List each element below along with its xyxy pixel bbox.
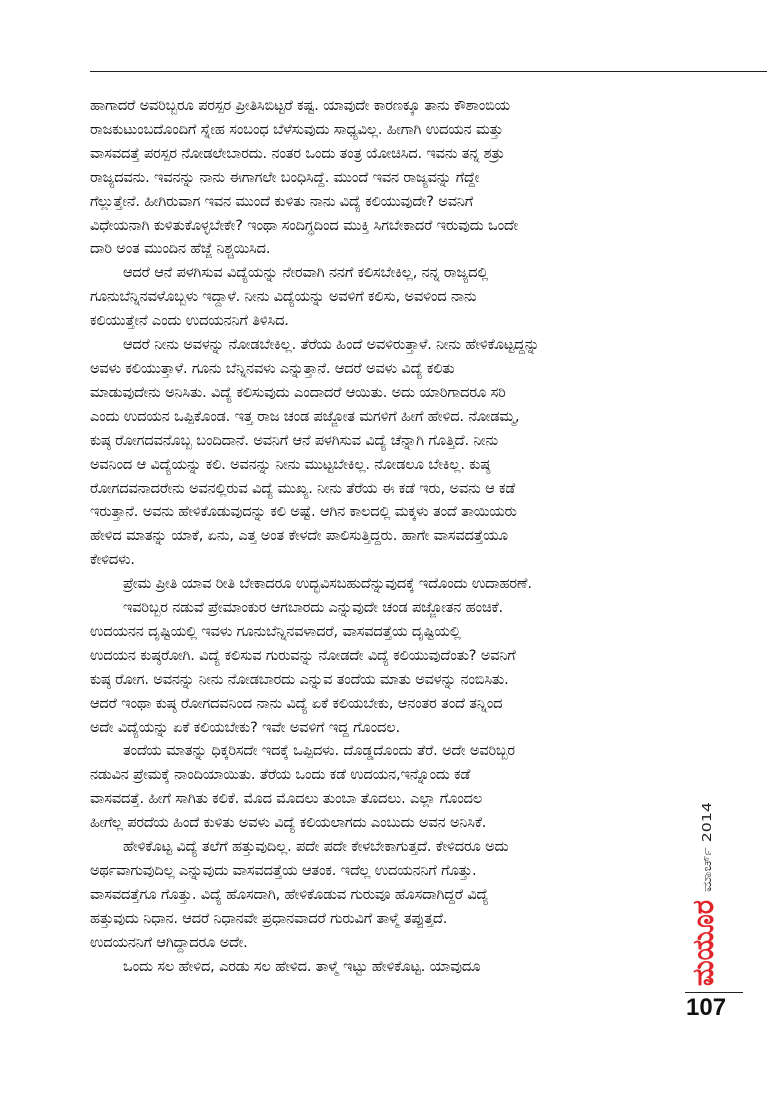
text-line: ಹೀಗೆಲ್ಲ ಪರದೆಯ ಹಿಂದೆ ಕುಳಿತು ಅವಳು ವಿದ್ಯೆ ಕಲಿಯಲಾಗದು ಎಂಬುದು ಅವನ ಅನಿಸಿಕೆ. bbox=[90, 815, 487, 832]
text-line: ತಂದೆಯ ಮಾತನ್ನು ಧಿಕ್ಕರಿಸದೇ ಇದಕ್ಕೆ ಒಪ್ಪಿದಳು. ದೊಡ್ಡದೊಂದು ತೆರೆ. ಅದೇ ಅವರಿಬ್ಬರ bbox=[123, 743, 515, 760]
page-number: 107 bbox=[686, 994, 727, 1021]
text-line: ಅವನಿಂದ ಆ ವಿದ್ಯೆಯನ್ನು ಕಲಿ. ಅವನನ್ನು ನೀನು ಮುಟ್ಟಬೇಕಿಲ್ಲ. ನೋಡಲೂ ಬೇಕಿಲ್ಲ. ಕುಷ್ಠ bbox=[90, 456, 490, 473]
text-line: ವಾಸವದತ್ತೆ ಪರಸ್ಪರ ನೋಡಲೇಬಾರದು. ನಂತರ ಒಂದು ತಂತ್ರ ಯೋಚಿಸಿದ. ಇವನು ತನ್ನ ಶತ್ರು bbox=[90, 145, 505, 162]
text-line: ಆದರೆ ಆನೆ ಪಳಗಿಸುವ ವಿದ್ಯೆಯನ್ನು ನೇರವಾಗಿ ನನಗೆ ಕಲಿಸಬೇಕಿಲ್ಲ, ನನ್ನ ರಾಜ್ಯದಲ್ಲಿ bbox=[123, 265, 489, 282]
article-body bbox=[90, 95, 680, 980]
text-line: ಎಂದು ಉದಯನ ಒಪ್ಪಿಕೊಂಡ. ಇತ್ತ ರಾಜ ಚಂಡ ಪಜ್ಜೋತ ಮಗಳಿಗೆ ಹೀಗೆ ಹೇಳಿದ. ನೋಡಮ್ಮ, bbox=[90, 408, 520, 425]
text-line: ಅರ್ಥವಾಗುವುದಿಲ್ಲ ಎನ್ನುವುದು ವಾಸವದತ್ತೆಯ ಆತಂಕ. ಇದೆಲ್ಲ ಉದಯನನಿಗೆ ಗೊತ್ತು. bbox=[90, 863, 477, 879]
text-line: ಅದೇ ವಿದ್ಯೆಯನ್ನು ಏಕೆ ಕಲಿಯಬೇಕು? ಇವೇ ಅವಳಿಗೆ ಇದ್ದ ಗೊಂದಲ. bbox=[90, 719, 400, 736]
text-line: ಹೇಳಿದ ಮಾತನ್ನು ಯಾಕೆ, ಏನು, ಎತ್ತ ಅಂತ ಕೇಳದೇ ಪಾಲಿಸುತ್ತಿದ್ದರು. ಹಾಗೇ ವಾಸವದತ್ತೆಯೂ bbox=[90, 528, 508, 545]
text-line: ದಾರಿ ಅಂತ ಮುಂದಿನ ಹೆಜ್ಜೆ ನಿಶ್ಚಯಿಸಿದ. bbox=[90, 241, 271, 258]
text-line: ರಾಜಕುಟುಂಬದೊಂದಿಗೆ ಸ್ನೇಹ ಸಂಬಂಧ ಬೆಳೆಸುವುದು ಸಾಧ್ಯವಿಲ್ಲ. ಹೀಗಾಗಿ ಉದಯನ ಮತ್ತು bbox=[90, 121, 504, 138]
page-number-rule bbox=[685, 992, 743, 993]
text-line: ಒಂದು ಸಲ ಹೇಳಿದ, ಎರಡು ಸಲ ಹೇಳಿದ. ತಾಳ್ಮೆ ಇಟ್ಟು ಹೇಳಿಕೊಟ್ಟ. ಯಾವುದೂ bbox=[123, 958, 481, 975]
top-rule bbox=[90, 71, 767, 72]
magazine-logo: ಮಯೂರ bbox=[686, 890, 721, 986]
text-line: ಉದಯನನ ದೃಷ್ಟಿಯಲ್ಲಿ ಇವಳು ಗೂನುಬೆನ್ನಿನವಳಾದರೆ, ವಾಸವದತ್ತೆಯ ದೃಷ್ಟಿಯಲ್ಲಿ bbox=[90, 623, 461, 640]
text-line: ಹತ್ತುವುದು ನಿಧಾನ. ಆದರೆ ನಿಧಾನವೇ ಪ್ರಧಾನವಾದರೆ ಗುರುವಿಗೆ ತಾಳ್ಮೆ ತಪ್ಪುತ್ತದೆ. bbox=[90, 910, 448, 927]
text-line: ಕೇಳಿದಳು. bbox=[90, 552, 135, 569]
magazine-masthead bbox=[686, 796, 731, 986]
text-line: ಉದಯನ ಕುಷ್ಠರೋಗಿ. ವಿದ್ಯೆ ಕಲಿಸುವ ಗುರುವನ್ನು ನೋಡದೇ ವಿದ್ಯೆ ಕಲಿಯುವುದೆಂತು? ಅವನಿಗೆ bbox=[90, 647, 516, 664]
text-line: ಹಾಗಾದರೆ ಅವರಿಬ್ಬರೂ ಪರಸ್ಪರ ಪ್ರೀತಿಸಿಬಿಟ್ಟರೆ ಕಷ್ಟ. ಯಾವುದೇ ಕಾರಣಕ್ಕೂ ತಾನು ಕೌಶಾಂಬಿಯ bbox=[90, 98, 511, 114]
text-line: ವಿಧೇಯನಾಗಿ ಕುಳಿತುಕೊಳ್ಳಬೇಕೇ? ಇಂಥಾ ಸಂದಿಗ್ಧದಿಂದ ಮುಕ್ತಿ ಸಿಗಬೇಕಾದರೆ ಇರುವುದು ಒಂದೇ bbox=[90, 217, 519, 234]
text-line: ಪ್ರೇಮ ಪ್ರೀತಿ ಯಾವ ರೀತಿ ಬೇಕಾದರೂ ಉದ್ಭವಿಸಬಹುದೆನ್ನುವುದಕ್ಕೆ ಇದೊಂದು ಉದಾಹರಣೆ. bbox=[123, 576, 532, 593]
text-line: ಅವಳು ಕಲಿಯುತ್ತಾಳೆ. ಗೂನು ಬೆನ್ನಿನವಳು ಎನ್ನುತ್ತಾನೆ. ಆದರೆ ಅವಳು ವಿದ್ಯೆ ಕಲಿತು bbox=[90, 360, 455, 377]
text-line: ಕಲಿಯುತ್ತೇನೆ ಎಂದು ಉದಯನನಿಗೆ ತಿಳಿಸಿದ. bbox=[90, 313, 289, 330]
text-line: ಆದರೆ ಇಂಥಾ ಕುಷ್ಠ ರೋಗದವನಿಂದ ನಾನು ವಿದ್ಯೆ ಏಕೆ ಕಲಿಯಬೇಕು, ಆನಂತರ ತಂದೆ ತನ್ನಿಂದ bbox=[90, 695, 503, 712]
text-line: ಕುಷ್ಠ ರೋಗ. ಅವನನ್ನು ನೀನು ನೋಡಬಾರದು ಎನ್ನುವ ತಂದೆಯ ಮಾತು ಅವಳನ್ನು ನಂಬಿಸಿತು. bbox=[90, 671, 509, 688]
text-line: ಇವರಿಬ್ಬರ ನಡುವೆ ಪ್ರೇಮಾಂಕುರ ಆಗಬಾರದು ಎನ್ನುವುದೇ ಚಂಡ ಪಜ್ಜೋತನ ಹಂಚಿಕೆ. bbox=[123, 600, 503, 617]
text-line: ವಾಸವದತ್ತೆಗೂ ಗೊತ್ತು. ವಿದ್ಯೆ ಹೊಸದಾಗಿ, ಹೇಳಿಕೊಡುವ ಗುರುವೂ ಹೊಸದಾಗಿದ್ದರೆ ವಿದ್ಯೆ bbox=[90, 886, 489, 903]
text-line: ಮಾಡುವುದೇನು ಅನಿಸಿತು. ವಿದ್ಯೆ ಕಲಿಸುವುದು ಎಂದಾದರೆ ಆಯಿತು. ಅದು ಯಾರಿಗಾದರೂ ಸರಿ bbox=[90, 384, 506, 401]
text-line: ರಾಜ್ಯದವನು. ಇವನನ್ನು ನಾನು ಈಗಾಗಲೇ ಬಂಧಿಸಿದ್ದೆ. ಮುಂದೆ ಇವನ ರಾಜ್ಯವನ್ನು ಗೆದ್ದೇ bbox=[90, 169, 480, 186]
issue-date: ಮಾರ್ಚ್ 2014 bbox=[700, 823, 714, 892]
text-line: ಇರುತ್ತಾನೆ. ಅವನು ಹೇಳಿಕೊಡುವುದನ್ನು ಕಲಿ ಅಷ್ಟೆ. ಆಗಿನ ಕಾಲದಲ್ಲಿ ಮಕ್ಕಳು ತಂದೆ ತಾಯಿಯರು bbox=[90, 504, 517, 521]
text-line: ರೋಗದವನಾದರೇನು ಅವನಲ್ಲಿರುವ ವಿದ್ಯೆ ಮುಖ್ಯ. ನೀನು ತೆರೆಯ ಈ ಕಡೆ ಇರು, ಅವನು ಆ ಕಡೆ bbox=[90, 480, 516, 497]
text-line: ಕುಷ್ಠ ರೋಗದವನೊಬ್ಬ ಬಂದಿದಾನೆ. ಅವನಿಗೆ ಆನೆ ಪಳಗಿಸುವ ವಿದ್ಯೆ ಚೆನ್ನಾಗಿ ಗೊತ್ತಿದೆ. ನೀನು bbox=[90, 432, 498, 449]
text-line: ವಾಸವದತ್ತೆ. ಹೀಗೆ ಸಾಗಿತು ಕಲಿಕೆ. ಮೊದ ಮೊದಲು ತುಂಬಾ ತೊದಲು. ಎಲ್ಲಾ ಗೊಂದಲ bbox=[90, 791, 483, 808]
text-line: ಗೂನುಬೆನ್ನಿನವಳೊಬ್ಬಳು ಇದ್ದಾಳೆ. ನೀನು ವಿದ್ಯೆಯನ್ನು ಅವಳಿಗೆ ಕಲಿಸು, ಅವಳಿಂದ ನಾನು bbox=[90, 289, 477, 306]
text-line: ಹೇಳಿಕೊಟ್ಟ ವಿದ್ಯೆ ತಲೆಗೆ ಹತ್ತುವುದಿಲ್ಲ. ಪದೇ ಪದೇ ಕೇಳಬೇಕಾಗುತ್ತದೆ. ಕೇಳಿದರೂ ಅದು bbox=[123, 839, 509, 856]
text-line: ಉದಯನನಿಗೆ ಆಗಿದ್ದಾದರೂ ಅದೇ. bbox=[90, 934, 248, 951]
text-line: ನಡುವಿನ ಪ್ರೇಮಕ್ಕೆ ನಾಂದಿಯಾಯಿತು. ತೆರೆಯ ಒಂದು ಕಡೆ ಉದಯನ,ಇನ್ನೊಂದು ಕಡೆ bbox=[90, 767, 471, 784]
text-line: ಆದರೆ ನೀನು ಅವಳನ್ನು ನೋಡಬೇಕಿಲ್ಲ. ತೆರೆಯ ಹಿಂದೆ ಅವಳಿರುತ್ತಾಳೆ. ನೀನು ಹೇಳಿಕೊಟ್ಟದ್ದನ್ನು bbox=[123, 337, 540, 354]
text-line: ಗೆಲ್ಲುತ್ತೇನೆ. ಹೀಗಿರುವಾಗ ಇವನ ಮುಂದೆ ಕುಳಿತು ನಾನು ವಿದ್ಯೆ ಕಲಿಯುವುದೇ? ಅವನಿಗೆ bbox=[90, 193, 474, 210]
